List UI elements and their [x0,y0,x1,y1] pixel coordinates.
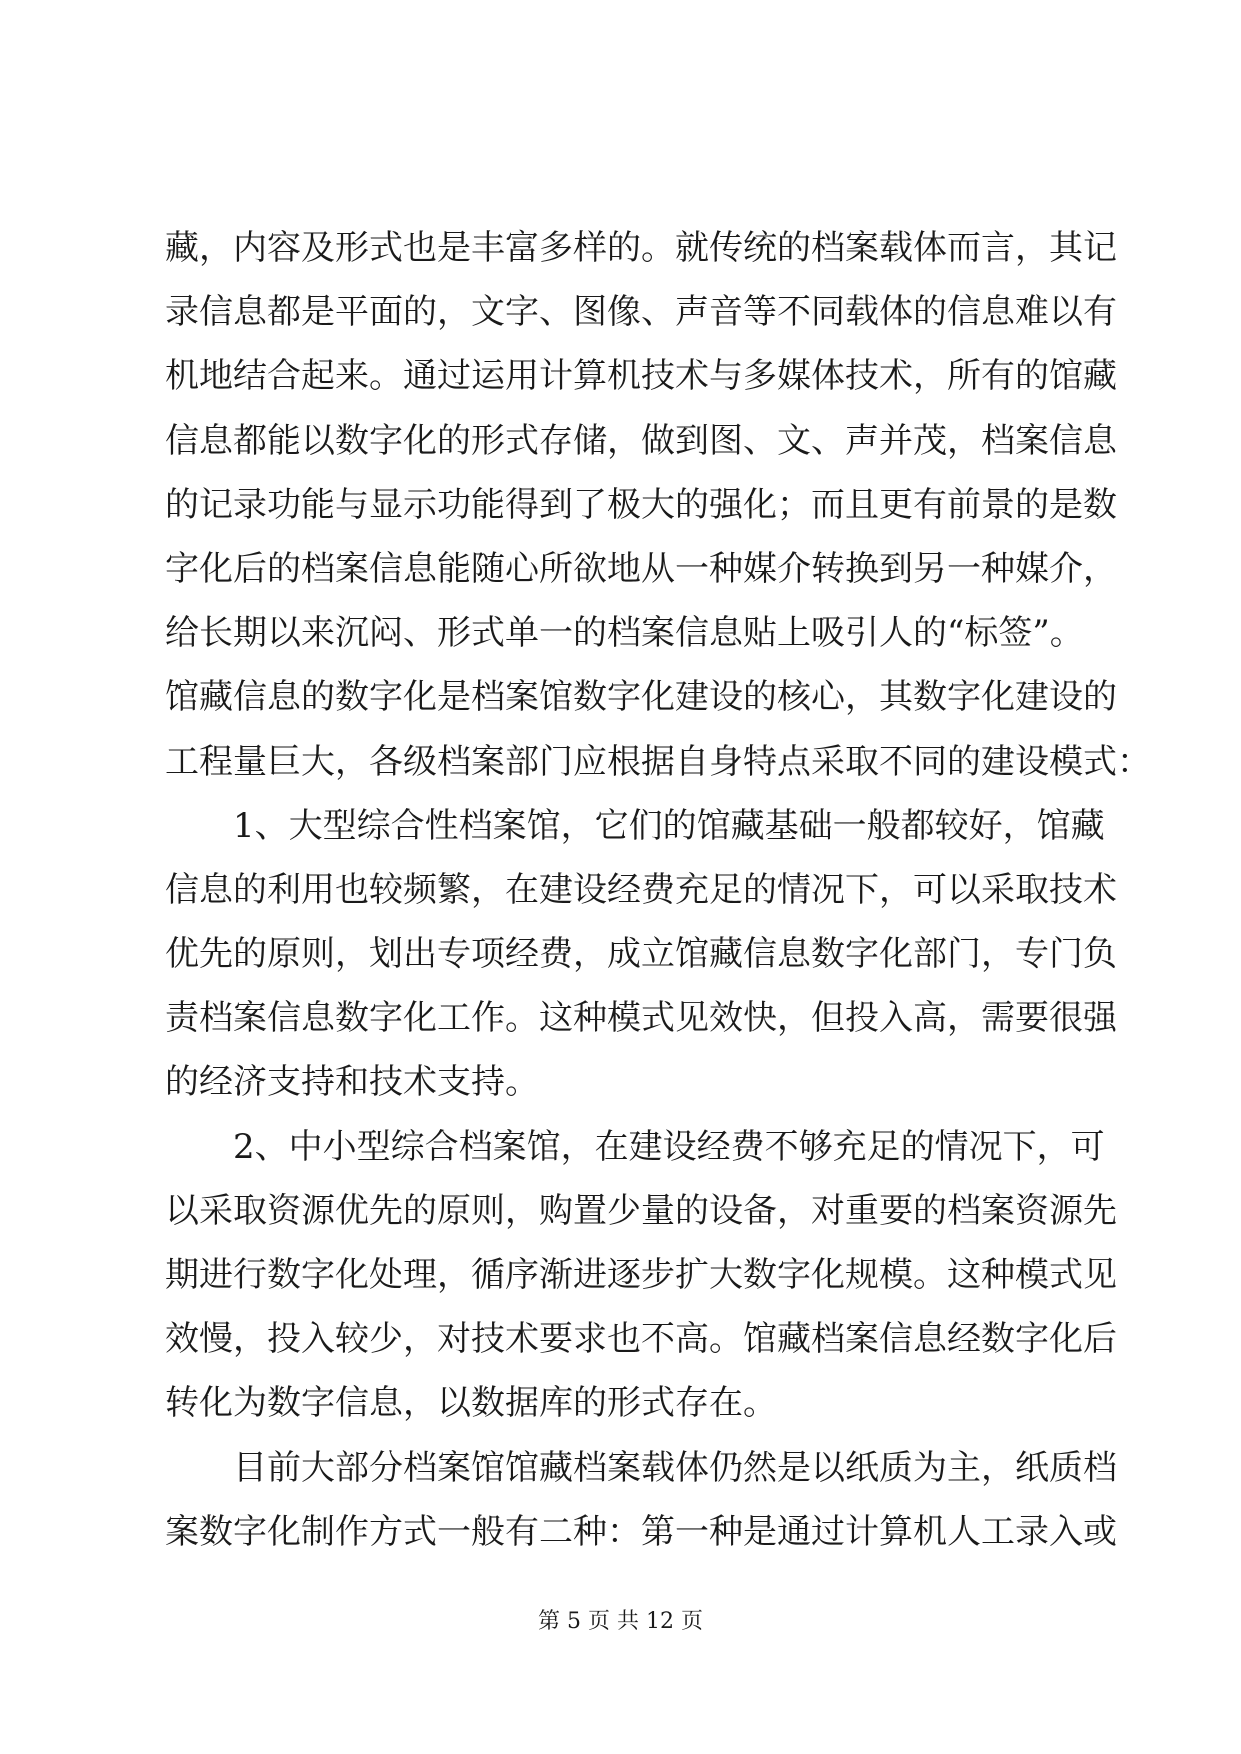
text-line: 2、中小型综合档案馆，在建设经费不够充足的情况下，可 [233,1126,1105,1167]
text-line: 给长期以来沉闷、形式单一的档案信息贴上吸引人的“标签”。 [165,613,1084,654]
text-line: 案数字化制作方式一般有二种：第一种是通过计算机人工录入或 [165,1511,1117,1552]
text-line: 馆藏信息的数字化是档案馆数字化建设的核心，其数字化建设的 [165,677,1117,718]
text-line: 1、大型综合性档案馆，它们的馆藏基础一般都较好，馆藏 [233,805,1105,846]
text-line: 的经济支持和技术支持。 [165,1062,539,1103]
text-line: 工程量巨大，各级档案部门应根据自身特点采取不同的建设模式： [165,741,1151,782]
text-line: 期进行数字化处理，循序渐进逐步扩大数字化规模。这种模式见 [165,1255,1117,1295]
text-line: 藏，内容及形式也是丰富多样的。就传统的档案载体而言，其记 [165,228,1117,268]
text-line: 目前大部分档案馆馆藏档案载体仍然是以纸质为主，纸质档 [233,1447,1117,1488]
text-line: 字化后的档案信息能随心所欲地从一种媒介转换到另一种媒介， [165,548,1117,589]
text-line: 转化为数字信息，以数据库的形式存在。 [165,1383,777,1424]
text-line: 信息的利用也较频繁，在建设经费充足的情况下，可以采取技术 [165,869,1117,910]
document-body [165,228,1151,1576]
text-line: 优先的原则，划出专项经费，成立馆藏信息数字化部门，专门负 [165,934,1117,975]
page-number-footer: 第 5 页 共 12 页 [538,1609,703,1634]
text-line: 效慢，投入较少，对技术要求也不高。馆藏档案信息经数字化后 [165,1319,1117,1360]
text-line: 信息都能以数字化的形式存储，做到图、文、声并茂，档案信息 [165,420,1117,461]
text-line: 以采取资源优先的原则，购置少量的设备，对重要的档案资源先 [165,1190,1117,1231]
text-line: 的记录功能与显示功能得到了极大的强化；而且更有前景的是数 [165,484,1117,525]
text-line: 录信息都是平面的，文字、图像、声音等不同载体的信息难以有 [165,292,1117,333]
text-line: 责档案信息数字化工作。这种模式见效快，但投入高，需要很强 [165,998,1117,1039]
text-line: 机地结合起来。通过运用计算机技术与多媒体技术，所有的馆藏 [165,356,1117,397]
